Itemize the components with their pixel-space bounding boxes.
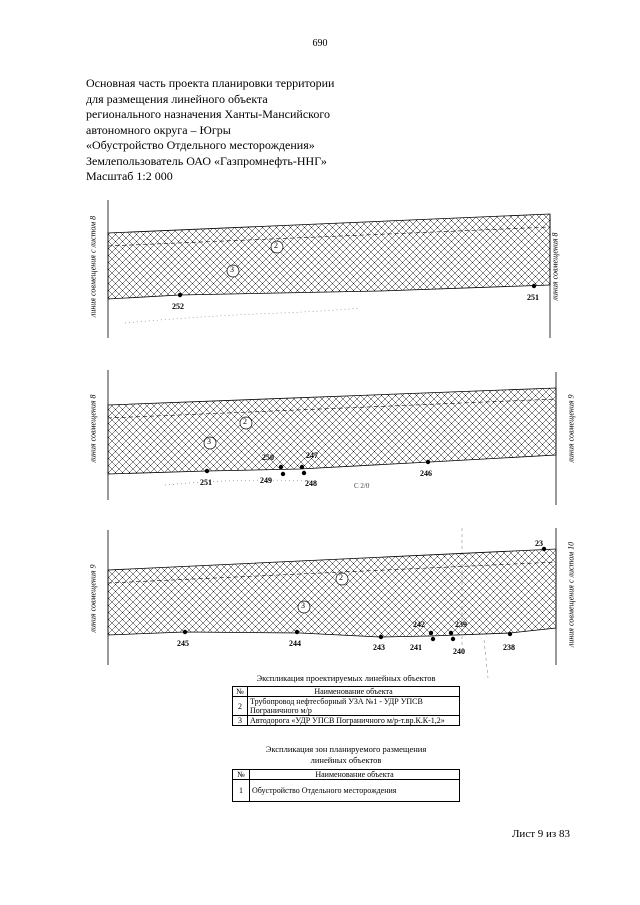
- placement-zones-table: [232, 769, 460, 802]
- table-row: [233, 697, 460, 716]
- point-label: 240: [453, 647, 465, 656]
- survey-point: [295, 630, 299, 634]
- point-label: 23: [535, 539, 543, 548]
- title-line: для размещения линейного объекта: [86, 91, 268, 106]
- table-header-cell: Наименование объекта: [250, 770, 460, 780]
- title-line: регионального назначения Ханты-Мансийского: [86, 107, 330, 121]
- survey-point: [449, 631, 453, 635]
- linear-objects-caption: Экспликация проектируемых линейных объектов: [256, 673, 436, 683]
- table-cell: 1: [233, 780, 250, 802]
- match-line-label: линия совмещения 9: [88, 564, 98, 633]
- hatched-zone: [108, 214, 550, 299]
- caption-line: линейных объектов: [310, 755, 382, 765]
- zone-number: 2: [243, 417, 247, 426]
- placement-zones-caption: [228, 744, 464, 766]
- point-label: 242: [413, 620, 425, 629]
- existing-contour: [125, 308, 360, 323]
- point-label: 251: [200, 478, 212, 487]
- linear-objects-table: [232, 686, 460, 726]
- survey-point: [300, 465, 304, 469]
- table-header-row: [233, 770, 460, 780]
- point-label: 238: [503, 643, 515, 652]
- table-header-row: [233, 687, 460, 697]
- strip-1: [108, 200, 550, 338]
- table-cell: Трубопровод нефтесборный УЗА №1 - УДР УПСВ Пограничного м/р: [248, 697, 460, 716]
- scale-line: Масштаб 1:2 000: [86, 169, 173, 183]
- title-line: Основная часть проекта планировки территории: [86, 76, 335, 90]
- point-label: 247: [306, 451, 318, 460]
- title-line: автономного округа – Югры: [86, 122, 231, 137]
- table-cell: 2: [233, 697, 248, 716]
- caption-line: Экспликация зон планируемого размещения: [265, 744, 427, 754]
- survey-point: [426, 460, 430, 464]
- point-label: 245: [177, 639, 189, 648]
- match-line-label: линия совмещения 8: [550, 232, 560, 301]
- survey-point: [431, 637, 435, 641]
- existing-contour: [165, 480, 310, 485]
- strip-3: [108, 528, 556, 678]
- zone-number: 3: [301, 601, 305, 610]
- survey-point: [205, 469, 209, 473]
- survey-point: [183, 630, 187, 634]
- zone-number: 2: [339, 573, 343, 582]
- page-number: 690: [312, 38, 328, 49]
- match-line-label: линия совмещения с листом 8: [88, 215, 98, 318]
- table-row: [233, 780, 460, 802]
- strip-2: [108, 370, 556, 505]
- zone-number: 2: [274, 241, 278, 250]
- hatched-zone: [108, 549, 556, 637]
- survey-point: [281, 472, 285, 476]
- table-cell: Автодорога «УДР УПСВ Пограничного м/р-т.вр.К.К-1,2»: [248, 716, 460, 726]
- point-label: 250: [262, 453, 274, 462]
- point-label: 244: [289, 639, 301, 648]
- zone-number: 3: [230, 265, 234, 274]
- survey-point: [508, 632, 512, 636]
- table-header-cell: Наименование объекта: [248, 687, 460, 697]
- survey-point: [279, 465, 283, 469]
- map-note: C 2/0: [354, 482, 370, 490]
- survey-point: [532, 284, 536, 288]
- table-row: [233, 716, 460, 726]
- survey-point: [451, 637, 455, 641]
- survey-point: [379, 635, 383, 639]
- table-header-cell: №: [233, 770, 250, 780]
- point-label: 251: [527, 293, 539, 302]
- auxiliary-line: [484, 640, 488, 678]
- point-label: 249: [260, 476, 272, 485]
- survey-point: [178, 293, 182, 297]
- point-label: 243: [373, 643, 385, 652]
- table-header-cell: №: [233, 687, 248, 697]
- point-label: 246: [420, 469, 432, 478]
- table-cell: Обустройство Отдельного месторождения: [250, 780, 460, 802]
- survey-point: [302, 471, 306, 475]
- point-label: 252: [172, 302, 184, 311]
- hatched-zone: [108, 388, 556, 474]
- point-label: 241: [410, 643, 422, 652]
- title-line: Землепользователь ОАО «Газпромнефть-ННГ»: [86, 153, 327, 168]
- match-line-label: линия совмещения 8: [88, 394, 98, 463]
- title-line: «Обустройство Отдельного месторождения»: [86, 138, 315, 152]
- table-cell: 3: [233, 716, 248, 726]
- match-line-label: линия совмещения с листом 10: [566, 541, 576, 648]
- point-label: 248: [305, 479, 317, 488]
- sheet-number: Лист 9 из 83: [511, 828, 570, 840]
- match-line-label: линия совмещения 9: [566, 394, 576, 463]
- survey-point: [429, 631, 433, 635]
- zone-number: 3: [207, 437, 211, 446]
- point-label: 239: [455, 620, 467, 629]
